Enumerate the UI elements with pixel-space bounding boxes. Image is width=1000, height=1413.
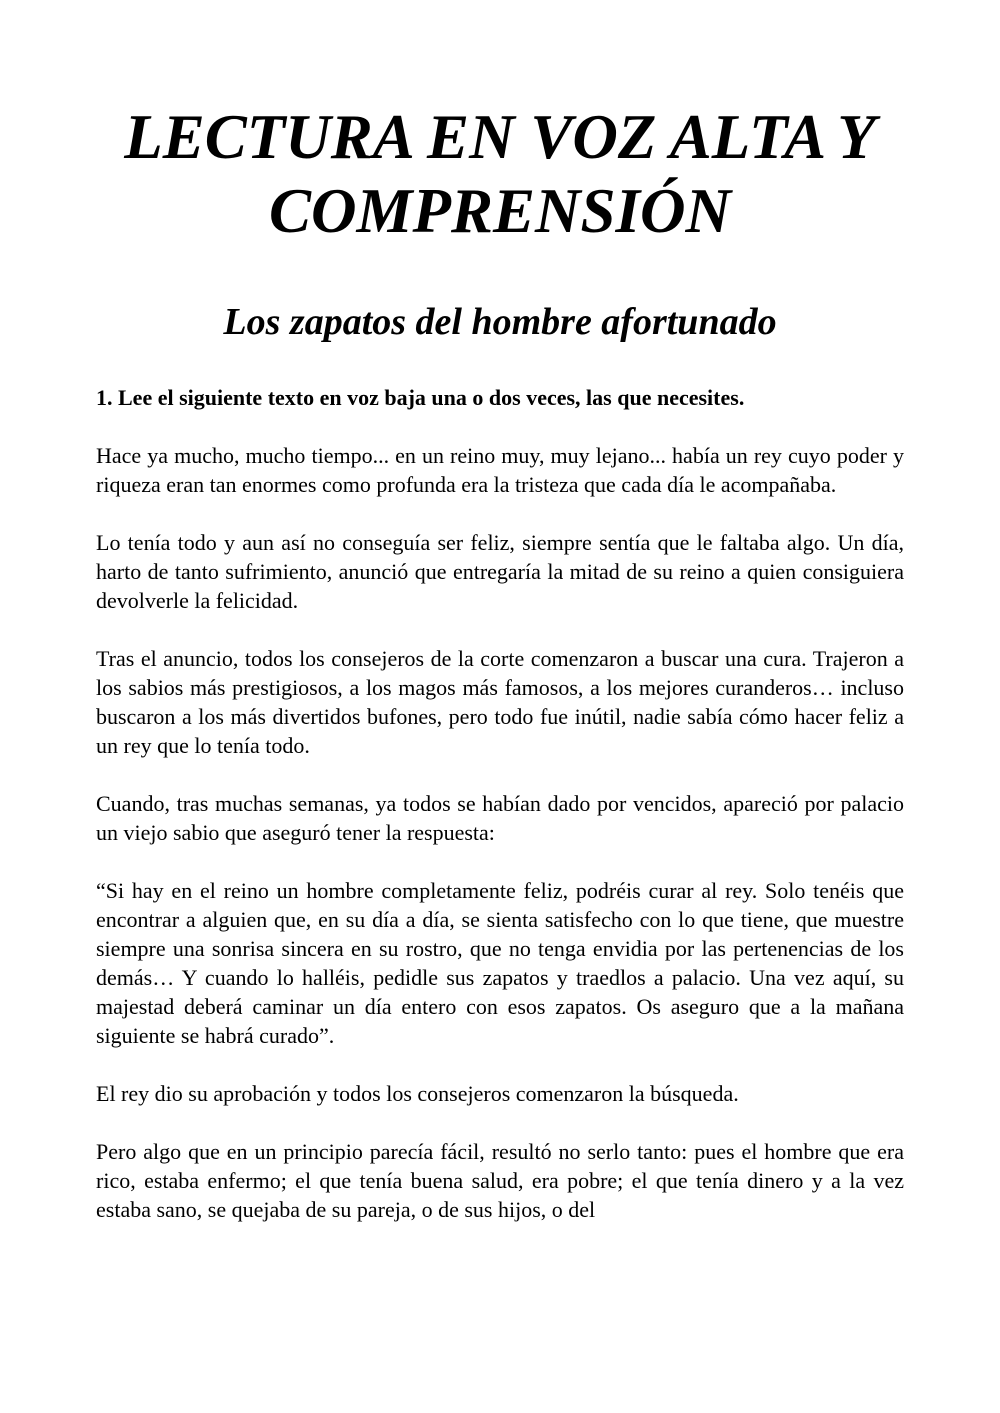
paragraph-7: Pero algo que en un principio parecía fácil, resultó no serlo tanto: pues el hombre que era rico, estaba enfermo; el que tenía buena salud, era pobre; el que tenía dinero y a la vez estaba sano, se quejaba de su pareja, o de sus hijos, o del — [96, 1139, 904, 1222]
instruction-text: 1. Lee el siguiente texto en voz baja una o dos veces, las que necesites. — [96, 385, 745, 410]
page-title — [96, 0, 904, 248]
paragraph-1: Hace ya mucho, mucho tiempo... en un reino muy, muy lejano... había un rey cuyo poder y riqueza eran tan enormes como profunda era la tristeza que cada día le acompañaba. — [96, 443, 904, 497]
paragraph-6: El rey dio su aprobación y todos los consejeros comenzaron la búsqueda. — [96, 1081, 739, 1106]
story-subtitle: Los zapatos del hombre afortunado — [223, 301, 777, 343]
document-page — [96, 0, 904, 1224]
paragraph-5: “Si hay en el reino un hombre completamente feliz, podréis curar al rey. Solo tenéis que encontrar a alguien que, en su día a día, se sienta satisfecho con lo que tiene, que muestre siempre una sonrisa sincera en su rostro, que no tenga envidia por las pertenencias de los demás… Y cuando lo halléis, pedidle sus zapatos y traedlos a palacio. Una vez aquí, su majestad deberá caminar un día entero con esos zapatos. Os aseguro que a la mañana siguiente se habrá curado”. — [96, 878, 904, 1048]
paragraph-4: Cuando, tras muchas semanas, ya todos se habían dado por vencidos, apareció por palacio un viejo sabio que aseguró tener la respuesta: — [96, 791, 904, 845]
paragraph-2: Lo tenía todo y aun así no conseguía ser feliz, siempre sentía que le faltaba algo. Un día, harto de tanto sufrimiento, anunció que entregaría la mitad de su reino a quien consiguiera devolverle la felicidad. — [96, 530, 904, 613]
paragraph-3: Tras el anuncio, todos los consejeros de la corte comenzaron a buscar una cura. Trajeron a los sabios más prestigiosos, a los magos más famosos, a los mejores curanderos… incluso buscaron a los más divertidos bufones, pero todo fue inútil, nadie sabía cómo hacer feliz a un rey que lo tenía todo. — [96, 646, 904, 758]
title-line-2: COMPRENSIÓN — [268, 176, 732, 246]
title-line-1: LECTURA EN VOZ ALTA Y — [124, 102, 876, 172]
